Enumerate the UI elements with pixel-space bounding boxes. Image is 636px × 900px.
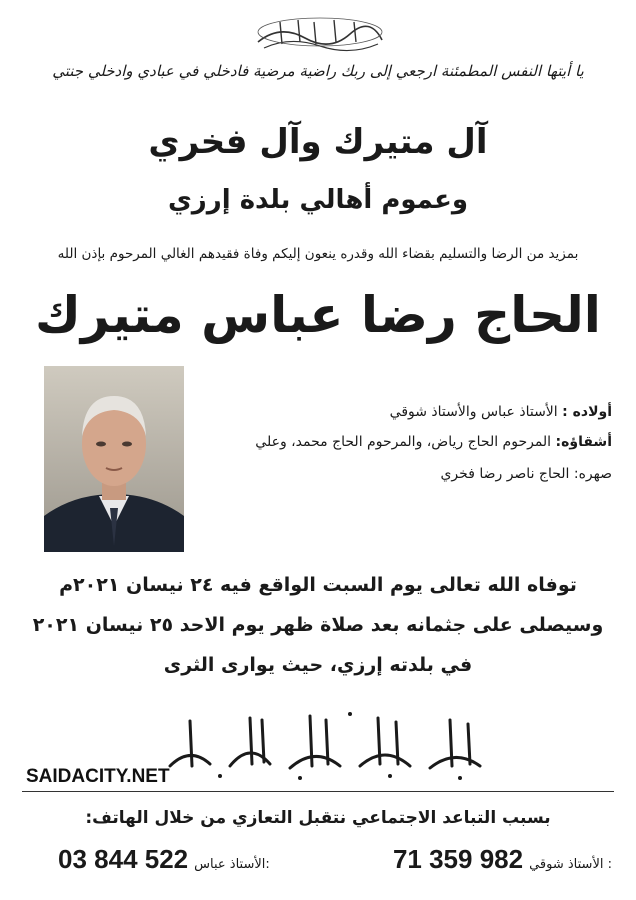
phone-abbas-number: 03 844 522 xyxy=(58,844,189,874)
inlaw-name: الحاج ناصر رضا فخري xyxy=(440,466,570,482)
phone-shawki xyxy=(393,844,612,875)
inlaw-label: صهره: xyxy=(573,466,612,482)
quranic-verse: يا أيتها النفس المطمئنة ارجعي إلى ربك راضية مرضية فادخلي في عبادي وادخلي جنتي xyxy=(52,62,584,80)
website-watermark: SAIDACITY.NET xyxy=(26,766,170,787)
deceased-name: الحاج رضا عباس متيرك xyxy=(35,286,601,344)
brothers-label: أشقاؤه: xyxy=(555,434,612,450)
phone-shawki-number: 71 359 982 xyxy=(392,844,524,874)
sons-label: أولاده : xyxy=(562,404,612,420)
town-residents-heading: وعموم أهالي بلدة إرزي xyxy=(167,185,469,215)
death-date-line: توفاه الله تعالى يوم السبت الواقع فيه ٢٤ نيسان ٢٠٢١م xyxy=(59,574,577,596)
phone-abbas-label: الأستاذ عباس: xyxy=(194,857,270,872)
inlaw-line xyxy=(440,466,612,482)
sons-line xyxy=(390,404,612,420)
death-announcement: بمزيد من الرضا والتسليم بقضاء الله وقدره ينعون إليكم وفاة فقيدهم الغالي المرحوم بإذن الله xyxy=(57,246,579,262)
condolence-notice: بسبب التباعد الاجتماعي نتقبل التعازي من خلال الهاتف: xyxy=(85,808,551,828)
family-names-heading: آل متيرك وآل فخري xyxy=(148,122,488,162)
brothers-names: المرحوم الحاج رياض، والمرحوم الحاج محمد، وعلي xyxy=(255,434,552,450)
sons-names: الأستاذ عباس والأستاذ شوقي xyxy=(389,404,558,420)
quranic-calligraphy-icon xyxy=(150,706,500,786)
brothers-line xyxy=(255,434,612,450)
portrait-photo-icon xyxy=(44,366,184,552)
divider xyxy=(22,791,614,792)
phone-abbas xyxy=(58,844,270,875)
funeral-prayer-line: وسيصلى على جثمانه بعد صلاة ظهر يوم الاحد ٢٥ نيسان ٢٠٢١ xyxy=(32,614,604,636)
burial-place-line: في بلدته إرزي، حيث يوارى الثرى xyxy=(163,654,473,676)
basmala-calligraphy-icon xyxy=(250,14,390,54)
phone-shawki-label: الأستاذ شوقي : xyxy=(529,857,612,872)
